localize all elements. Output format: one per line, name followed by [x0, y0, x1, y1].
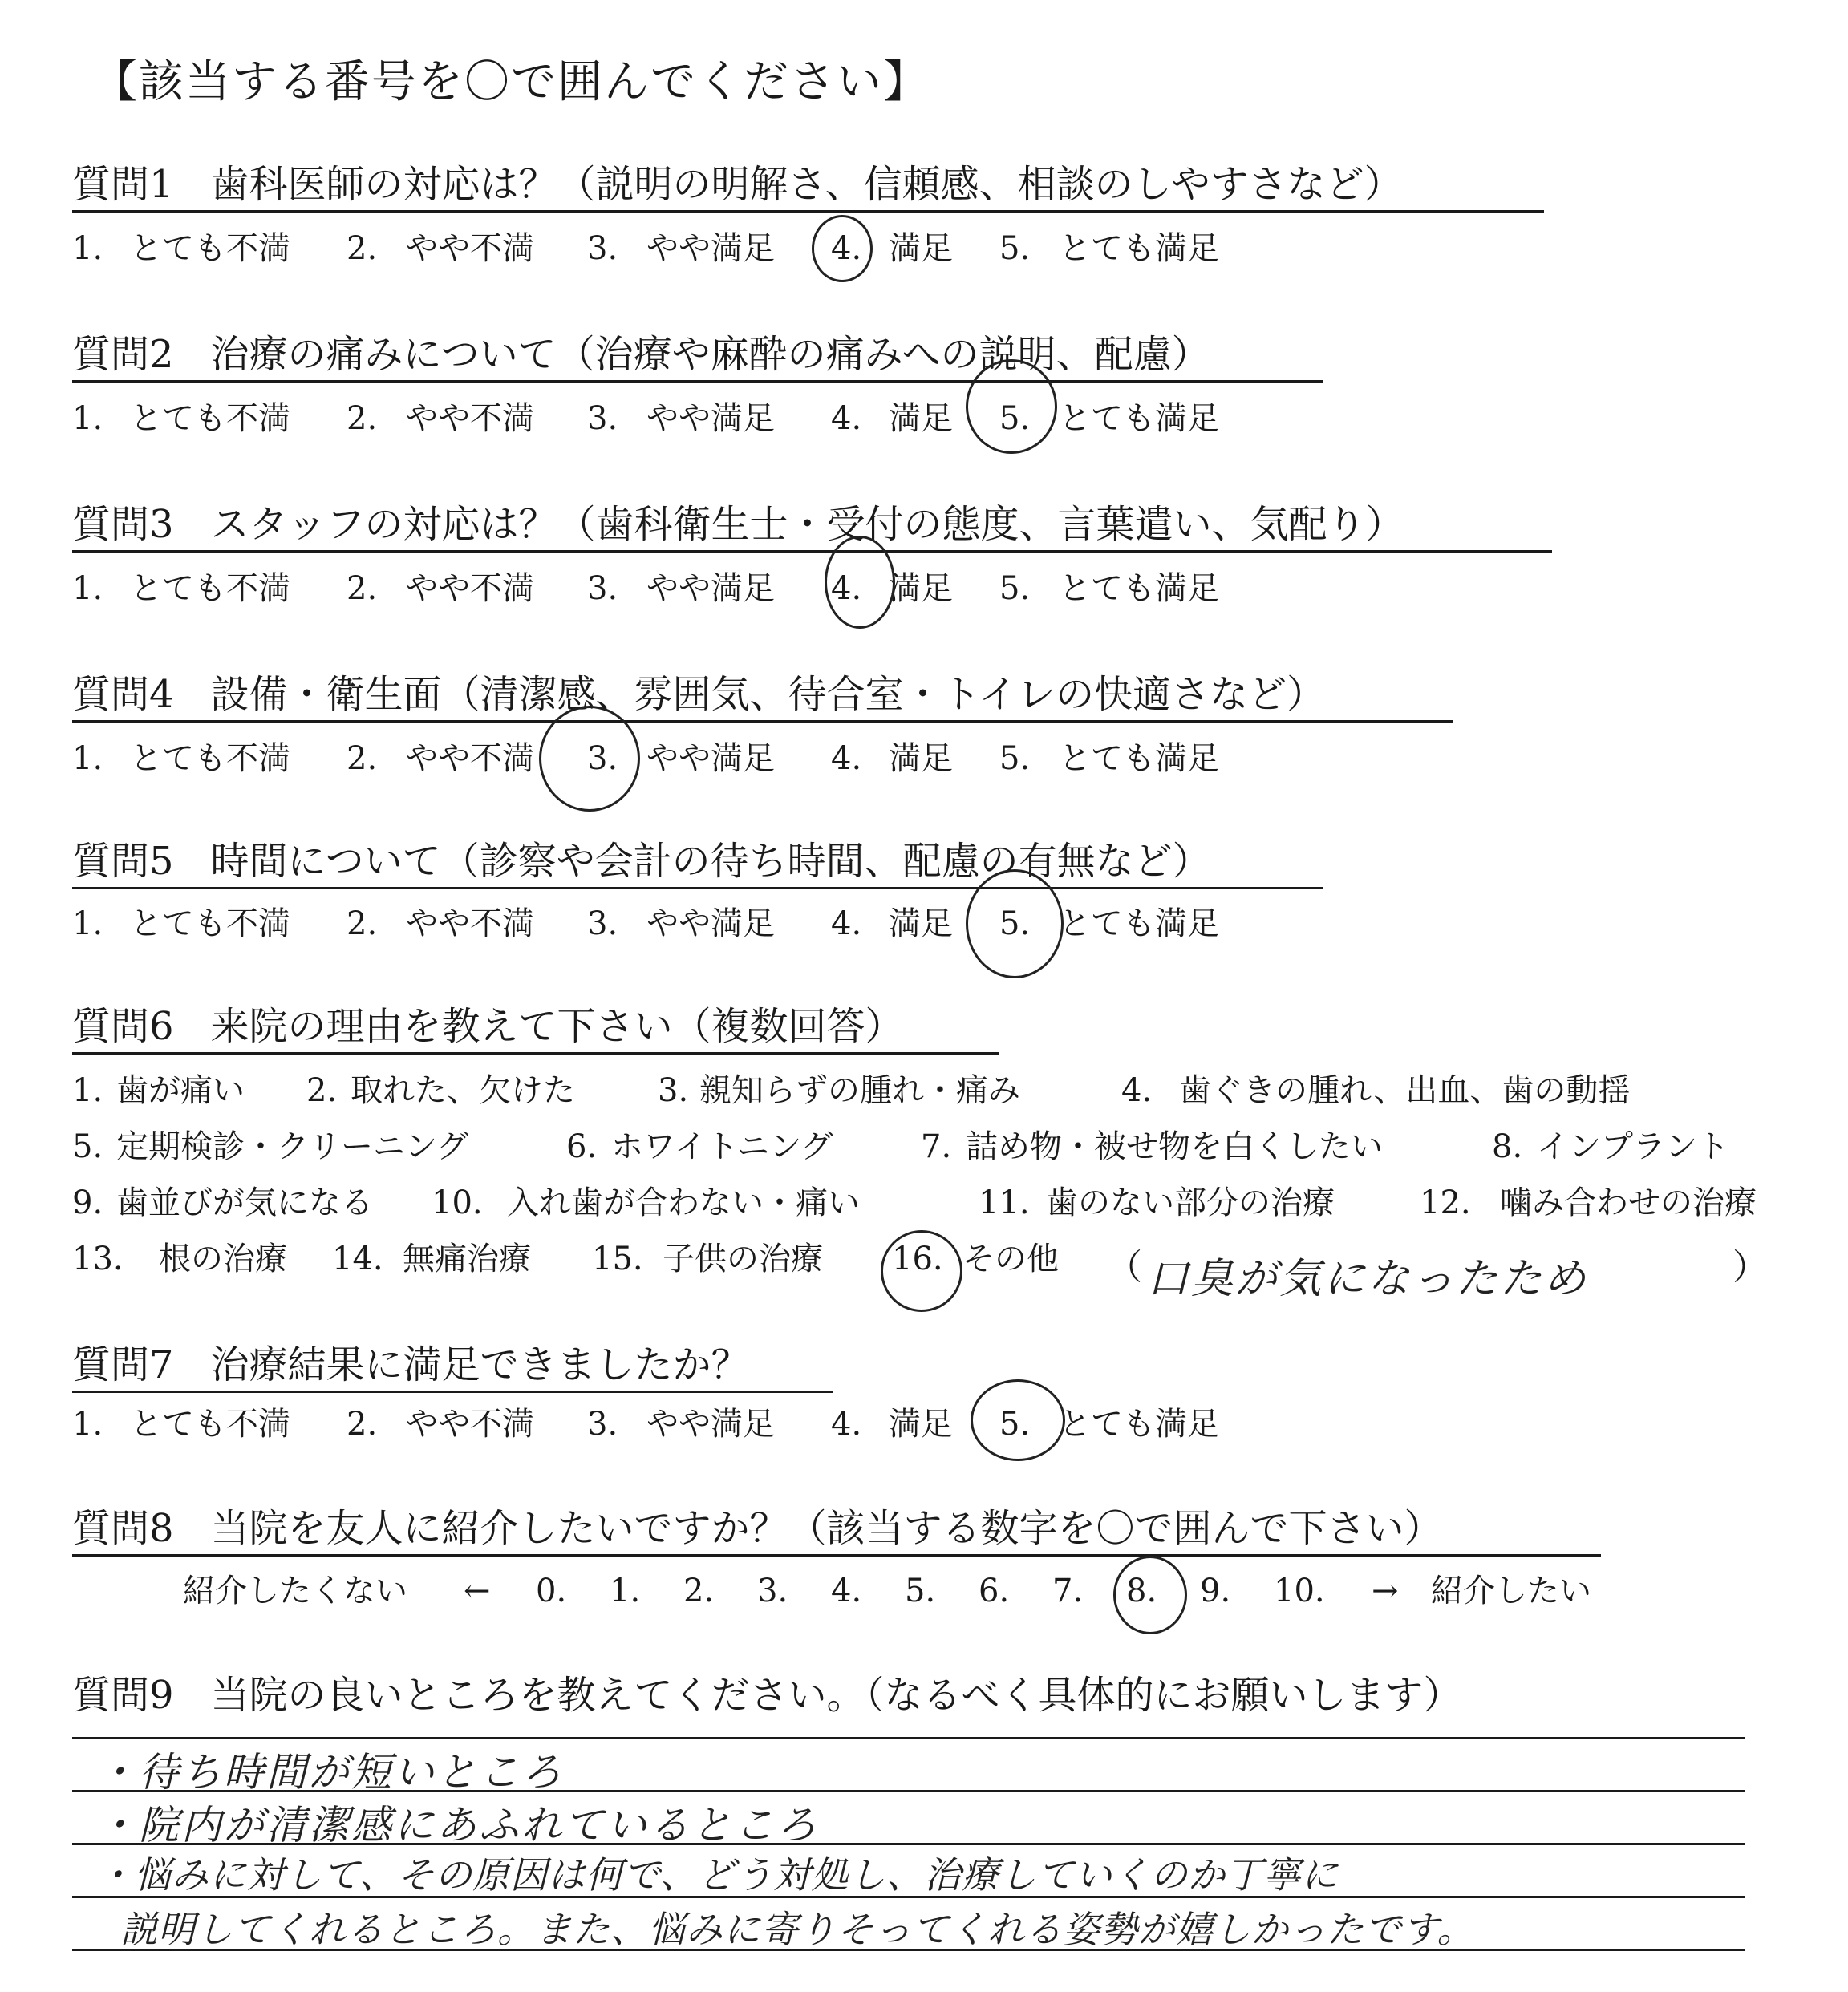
q8-heading [72, 1506, 1443, 1551]
q8-number-9: 9. [1200, 1573, 1231, 1609]
q8-number-7: 7. [1052, 1573, 1084, 1609]
q6-option-label-10: 入れ歯が合わない・痛い [507, 1184, 860, 1221]
q4-option-label-3: やや満足 [646, 740, 775, 777]
q7-option-number-3: 3. [587, 1406, 618, 1443]
q6-underline [72, 1052, 999, 1055]
q6-option-num-15: 15. [592, 1241, 643, 1277]
q8-number-6: 6. [979, 1573, 1010, 1609]
q6-option-num-3: 3. [658, 1072, 689, 1109]
q7-option-number-1: 1. [72, 1406, 103, 1443]
q1-option-number-5: 5. [999, 230, 1031, 267]
q1-underline [72, 210, 1544, 213]
q2-underline [72, 380, 1323, 383]
q1-text: 歯科医師の対応は？（説明の明解さ、信頼感、相談のしやすさなど） [210, 162, 1403, 207]
q8-number-3: 3. [757, 1573, 788, 1609]
q5-label: 質問5 [72, 839, 174, 884]
q4-option-number-2: 2. [346, 740, 378, 777]
q4-selected-circle [539, 706, 640, 812]
q1-label: 質問1 [72, 162, 174, 207]
q5-option-label-3: やや満足 [646, 905, 775, 942]
q4-option-number-5: 5. [999, 740, 1031, 777]
q4-option-label-1: とても不満 [130, 740, 290, 777]
q6-other-open: （ [1107, 1247, 1142, 1288]
q6-label: 質問6 [72, 1004, 174, 1049]
q9-rule-1 [72, 1737, 1745, 1739]
q4-option-number-1: 1. [72, 740, 103, 777]
q6-option-label-7: 詰め物・被せ物を白くしたい [966, 1128, 1383, 1165]
q5-selected-circle [966, 869, 1064, 978]
q4-option-number-4: 4. [831, 740, 862, 777]
q9-answer-3: ・悩みに対して、その原因は何で、どう対処し、治療していくのか丁寧に [96, 1853, 1339, 1897]
q6-option-label-16: その他 [962, 1241, 1059, 1277]
q5-option-number-4: 4. [831, 905, 862, 942]
q4-option-number-3: 3. [587, 740, 618, 777]
q5-heading [72, 839, 1211, 884]
q3-selected-circle [825, 536, 895, 629]
q4-heading [72, 672, 1326, 717]
q2-option-number-3: 3. [587, 400, 618, 437]
q5-option-label-1: とても不満 [130, 905, 290, 942]
q2-option-number-4: 4. [831, 400, 862, 437]
q2-option-label-3: やや満足 [646, 400, 775, 437]
q9-answer-4: 説明してくれるところ。また、悩みに寄りそってくれる姿勢が嬉しかったです。 [120, 1908, 1475, 1951]
q3-label: 質問3 [72, 502, 174, 547]
q7-option-number-2: 2. [346, 1406, 378, 1443]
q8-selected-circle [1113, 1556, 1187, 1634]
q4-option-label-4: 満足 [889, 740, 953, 777]
q9-label: 質問9 [72, 1673, 174, 1718]
q1-option-label-5: とても満足 [1059, 230, 1219, 267]
q6-option-label-1: 歯が痛い [116, 1072, 245, 1109]
q1-option-number-1: 1. [72, 230, 103, 267]
q1-heading [72, 162, 1403, 207]
q5-option-number-1: 1. [72, 905, 103, 942]
q2-option-number-1: 1. [72, 400, 103, 437]
q2-selected-circle [966, 359, 1057, 454]
q4-option-label-2: やや不満 [406, 740, 534, 777]
q2-option-number-5: 5. [999, 400, 1031, 437]
q1-option-label-2: やや不満 [406, 230, 534, 267]
q7-selected-circle [971, 1379, 1065, 1461]
q3-option-label-2: やや不満 [406, 570, 534, 607]
q1-option-label-4: 満足 [889, 230, 953, 267]
q6-option-label-11: 歯のない部分の治療 [1046, 1184, 1335, 1221]
q8-left-arrow: ← [464, 1573, 491, 1609]
q6-other-answer: 口臭が気になったため [1147, 1255, 1589, 1303]
q8-number-0: 0. [536, 1573, 567, 1609]
q5-option-number-3: 3. [587, 905, 618, 942]
q7-option-label-4: 満足 [889, 1406, 953, 1443]
q4-label: 質問4 [72, 672, 174, 717]
q3-underline [72, 550, 1552, 553]
q5-option-label-4: 満足 [889, 905, 953, 942]
q1-option-label-3: やや満足 [646, 230, 775, 267]
instruction-title: 【該当する番号を〇で囲んでください】 [92, 56, 930, 108]
q6-option-num-12: 12. [1420, 1184, 1471, 1221]
q6-option-num-11: 11. [979, 1184, 1030, 1221]
q6-option-label-9: 歯並びが気になる [116, 1184, 373, 1221]
q3-option-label-5: とても満足 [1059, 570, 1219, 607]
q6-other-close: ） [1732, 1247, 1768, 1288]
q3-option-label-4: 満足 [889, 570, 953, 607]
q6-option-num-16: 16. [892, 1241, 943, 1277]
q8-number-8: 8. [1126, 1573, 1157, 1609]
q4-text: 設備・衛生面（清潔感、雰囲気、待合室・トイレの快適さなど） [210, 672, 1326, 717]
q2-label: 質問2 [72, 332, 174, 377]
q3-heading [72, 502, 1404, 547]
q2-heading [72, 332, 1210, 377]
q5-option-label-5: とても満足 [1059, 905, 1219, 942]
q6-option-label-15: 子供の治療 [663, 1241, 823, 1277]
q6-option-label-8: インプラント [1537, 1128, 1729, 1165]
q5-option-number-5: 5. [999, 905, 1031, 942]
q1-option-number-4: 4. [831, 230, 862, 267]
q8-number-5: 5. [905, 1573, 936, 1609]
q7-heading [72, 1342, 750, 1387]
q3-option-number-1: 1. [72, 570, 103, 607]
q7-option-label-1: とても不満 [130, 1406, 290, 1443]
q3-option-number-3: 3. [587, 570, 618, 607]
q2-option-label-1: とても不満 [130, 400, 290, 437]
q6-option-num-9: 9. [72, 1184, 103, 1221]
q8-label: 質問8 [72, 1506, 174, 1551]
q3-option-label-1: とても不満 [130, 570, 290, 607]
q6-option-label-3: 親知らずの腫れ・痛み [699, 1072, 1020, 1109]
q3-option-number-2: 2. [346, 570, 378, 607]
q6-option-label-6: ホワイトニング [611, 1128, 833, 1165]
q6-option-num-5: 5. [72, 1128, 103, 1165]
q5-option-label-2: やや不満 [406, 905, 534, 942]
q1-selected-circle [812, 215, 873, 282]
q6-option-num-7: 7. [921, 1128, 952, 1165]
q6-option-label-2: 取れた、欠けた [351, 1072, 575, 1109]
q9-answer-1: ・待ち時間が短いところ [96, 1749, 564, 1796]
q7-underline [72, 1391, 833, 1393]
q5-text: 時間について（診察や会計の待ち時間、配慮の有無など） [210, 839, 1211, 884]
q8-number-4: 4. [831, 1573, 862, 1609]
q6-option-num-14: 14. [332, 1241, 383, 1277]
q7-option-number-5: 5. [999, 1406, 1031, 1443]
q6-option-num-2: 2. [306, 1072, 338, 1109]
q6-option-label-4: 歯ぐきの腫れ、出血、歯の動揺 [1179, 1072, 1631, 1109]
q5-underline [72, 887, 1323, 889]
q2-option-label-2: やや不満 [406, 400, 534, 437]
q2-option-label-5: とても満足 [1059, 400, 1219, 437]
q7-option-label-5: とても満足 [1059, 1406, 1219, 1443]
q7-text: 治療結果に満足できましたか？ [210, 1342, 750, 1387]
q3-option-label-3: やや満足 [646, 570, 775, 607]
q1-option-number-2: 2. [346, 230, 378, 267]
q1-option-number-3: 3. [587, 230, 618, 267]
q2-option-label-4: 満足 [889, 400, 953, 437]
q7-label: 質問7 [72, 1342, 174, 1387]
q3-option-number-5: 5. [999, 570, 1031, 607]
q8-number-1: 1. [610, 1573, 641, 1609]
q8-number-10: 10. [1274, 1573, 1325, 1609]
q6-option-num-8: 8. [1492, 1128, 1523, 1165]
q2-text: 治療の痛みについて（治療や麻酔の痛みへの説明、配慮） [210, 332, 1210, 377]
q6-option-label-5: 定期検診・クリーニング [116, 1128, 469, 1165]
q6-option-label-13: 根の治療 [159, 1241, 287, 1277]
q5-option-number-2: 2. [346, 905, 378, 942]
q8-right-label: 紹介したい [1431, 1573, 1591, 1609]
q6-option-num-13: 13. [72, 1241, 124, 1277]
q6-option-label-12: 噛み合わせの治療 [1500, 1184, 1757, 1221]
q3-option-number-4: 4. [831, 570, 862, 607]
q6-option-num-6: 6. [566, 1128, 598, 1165]
q9-heading [72, 1673, 1462, 1718]
q7-option-label-3: やや満足 [646, 1406, 775, 1443]
q8-number-2: 2. [683, 1573, 715, 1609]
q6-selected-circle [881, 1230, 962, 1312]
q6-option-num-10: 10. [432, 1184, 483, 1221]
q8-right-arrow: → [1372, 1573, 1399, 1609]
q2-option-number-2: 2. [346, 400, 378, 437]
q3-text: スタッフの対応は？（歯科衛生士・受付の態度、言葉遣い、気配り） [210, 502, 1404, 547]
q9-text: 当院の良いところを教えてください。（なるべく具体的にお願いします） [210, 1673, 1462, 1718]
q8-underline [72, 1554, 1601, 1557]
q7-option-label-2: やや不満 [406, 1406, 534, 1443]
q4-option-label-5: とても満足 [1059, 740, 1219, 777]
q9-answer-2: ・院内が清潔感にあふれているところ [96, 1802, 819, 1848]
q7-option-number-4: 4. [831, 1406, 862, 1443]
q4-underline [72, 720, 1453, 723]
q6-heading [72, 1004, 904, 1049]
q8-text: 当院を友人に紹介したいですか？（該当する数字を〇で囲んで下さい） [210, 1506, 1443, 1551]
q6-option-num-4: 4. [1121, 1072, 1153, 1109]
q6-option-num-1: 1. [72, 1072, 103, 1109]
q1-option-label-1: とても不満 [130, 230, 290, 267]
q8-left-label: 紹介したくない [183, 1573, 407, 1609]
q6-option-label-14: 無痛治療 [403, 1241, 531, 1277]
q6-text: 来院の理由を教えて下さい（複数回答） [210, 1004, 904, 1049]
